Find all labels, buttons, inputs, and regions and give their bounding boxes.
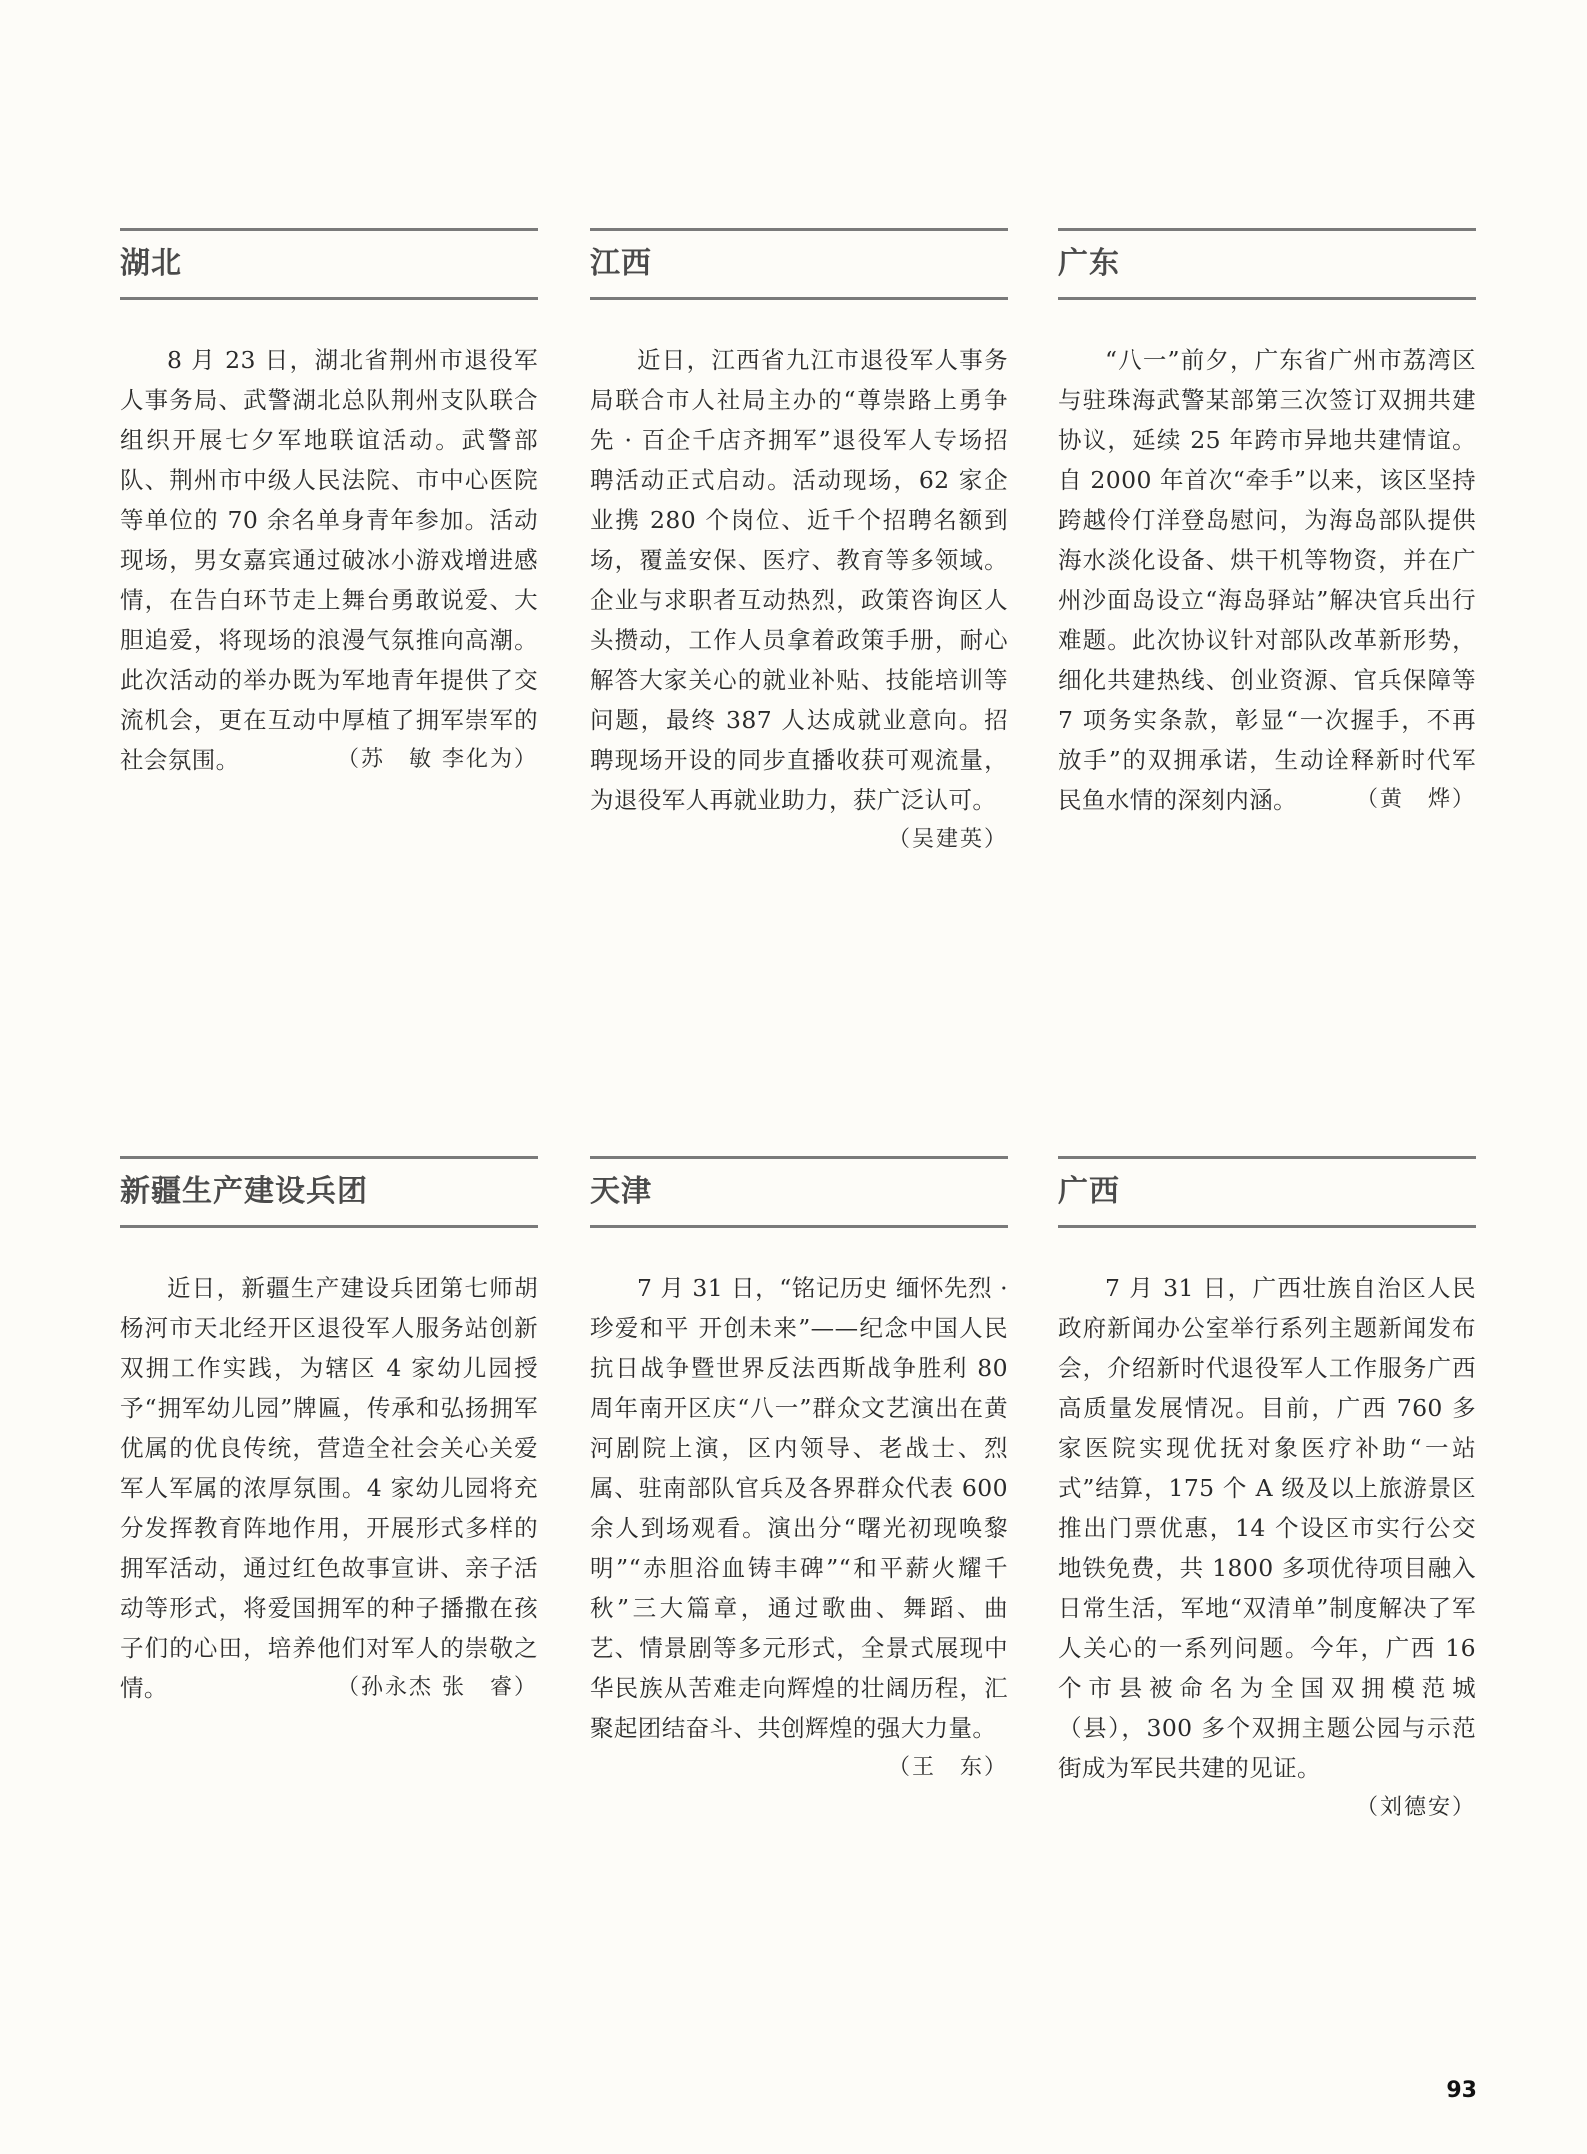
- bottom-rule: [120, 297, 538, 300]
- article-body: [120, 340, 538, 780]
- article-body: [590, 340, 1008, 852]
- bottom-rule: [590, 1225, 1008, 1228]
- region-heading: 广西: [1058, 1174, 1120, 1209]
- article-body: [120, 1268, 538, 1708]
- page-number: 93: [1446, 2078, 1477, 2103]
- region-heading: 江西: [590, 246, 652, 281]
- article-byline: （孙永杰 张 睿）: [337, 1675, 538, 1700]
- article-tianjin: [590, 1156, 1008, 1788]
- article-text: 近日，新疆生产建设兵团第七师胡杨河市天北经开区退役军人服务站创新双拥工作实践，为辖区 4 家幼儿园授予“拥军幼儿园”牌匾，传承和弘扬拥军优属的优良传统，营造全社会关心关爱军人军属的浓厚氛围。4 家幼儿园将充分发挥教育阵地作用，开展形式多样的拥军活动，通过红色故事宣讲、亲子活动等形式，将爱国拥军的种子播撒在孩子们的心田，培养他们对军人的崇敬之情。: [120, 1274, 538, 1702]
- article-byline: （苏 敏 李化为）: [337, 747, 538, 772]
- article-byline: （吴建英）: [887, 827, 1008, 852]
- article-text: 近日，江西省九江市退役军人事务局联合市人社局主办的“尊崇路上勇争先 · 百企千店齐拥军”退役军人专场招聘活动正式启动。活动现场，62 家企业携 280 个岗位、近千个招聘名额到场，覆盖安保、医疗、教育等多领域。企业与求职者互动热烈，政策咨询区人头攒动，工作人员拿着政策手册，耐心解答大家关心的就业补贴、技能培训等问题，最终 387 人达成就业意向。招聘现场开设的同步直播收获可观流量，为退役军人再就业助力，获广泛认可。: [590, 346, 1008, 814]
- article-body: [590, 1268, 1008, 1780]
- article-text: 7 月 31 日，广西壮族自治区人民政府新闻办公室举行系列主题新闻发布会，介绍新时代退役军人工作服务广西高质量发展情况。目前，广西 760 多家医院实现优抚对象医疗补助“一站式”结算，175 个 A 级及以上旅游景区推出门票优惠，14 个设区市实行公交地铁免费，共 1800 多项优待项目融入日常生活，军地“双清单”制度解决了军人关心的一系列问题。今年，广西 16 个市县被命名为全国双拥模范城（县），300 多个双拥主题公园与示范街成为军民共建的见证。: [1058, 1274, 1476, 1782]
- article-hubei: [120, 228, 538, 780]
- article-byline: （王 东）: [887, 1755, 1008, 1780]
- article-body: [1058, 340, 1476, 820]
- bottom-rule: [120, 1225, 538, 1228]
- article-jiangxi: [590, 228, 1008, 860]
- article-guangdong: [1058, 228, 1476, 820]
- region-heading: 广东: [1058, 246, 1120, 281]
- article-text: “八一”前夕，广东省广州市荔湾区与驻珠海武警某部第三次签订双拥共建协议，延续 25 年跨市异地共建情谊。自 2000 年首次“牵手”以来，该区坚持跨越伶仃洋登岛慰问，为海岛部队提供海水淡化设备、烘干机等物资，并在广州沙面岛设立“海岛驿站”解决官兵出行难题。此次协议针对部队改革新形势，细化共建热线、创业资源、官兵保障等 7 项务实条款，彰显“一次握手，不再放手”的双拥承诺，生动诠释新时代军民鱼水情的深刻内涵。: [1058, 346, 1476, 814]
- bottom-rule: [590, 297, 1008, 300]
- article-text: 8 月 23 日，湖北省荆州市退役军人事务局、武警湖北总队荆州支队联合组织开展七夕军地联谊活动。武警部队、荆州市中级人民法院、市中心医院等单位的 70 余名单身青年参加。活动现场，男女嘉宾通过破冰小游戏增进感情，在告白环节走上舞台勇敢说爱、大胆追爱，将现场的浪漫气氛推向高潮。此次活动的举办既为军地青年提供了交流机会，更在互动中厚植了拥军崇军的社会氛围。: [120, 346, 538, 774]
- article-text: 7 月 31 日，“铭记历史 缅怀先烈 · 珍爱和平 开创未来”——纪念中国人民抗日战争暨世界反法西斯战争胜利 80 周年南开区庆“八一”群众文艺演出在黄河剧院上演，区内领导、老战士、烈属、驻南部队官兵及各界群众代表 600 余人到场观看。演出分“曙光初现唤黎明”“赤胆浴血铸丰碑”“和平薪火耀千秋”三大篇章，通过歌曲、舞蹈、曲艺、情景剧等多元形式，全景式展现中华民族从苦难走向辉煌的壮阔历程，汇聚起团结奋斗、共创辉煌的强大力量。: [590, 1274, 1008, 1742]
- bottom-rule: [1058, 297, 1476, 300]
- article-xinjiang-corps: [120, 1156, 538, 1708]
- region-heading: 天津: [590, 1174, 652, 1209]
- bottom-rule: [1058, 1225, 1476, 1228]
- article-body: [1058, 1268, 1476, 1820]
- article-byline: （黄 烨）: [1355, 787, 1476, 812]
- article-guangxi: [1058, 1156, 1476, 1828]
- region-heading: 新疆生产建设兵团: [120, 1174, 368, 1209]
- article-byline: （刘德安）: [1355, 1795, 1476, 1820]
- region-heading: 湖北: [120, 246, 182, 281]
